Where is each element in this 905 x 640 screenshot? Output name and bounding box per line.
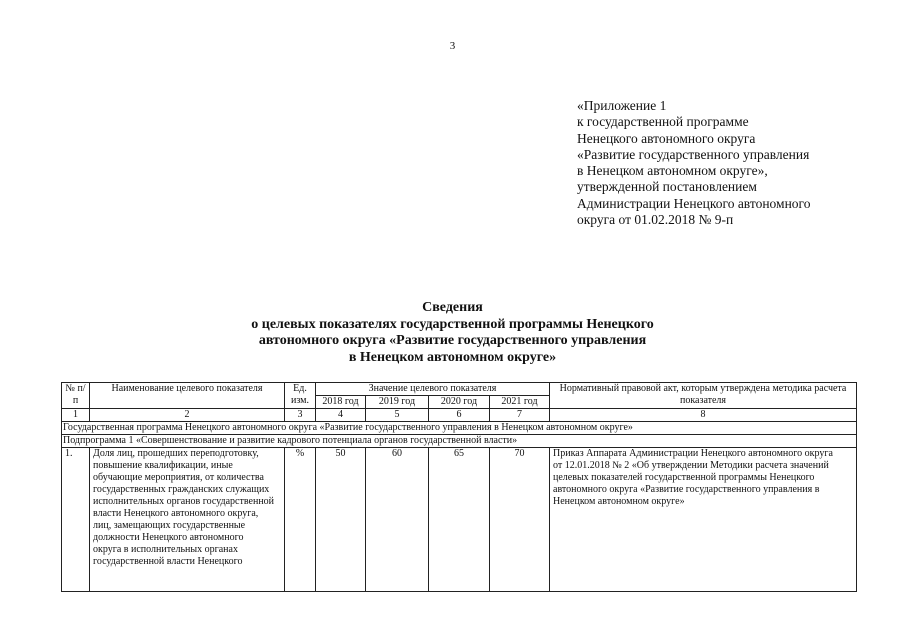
appendix-line: округа от 01.02.2018 № 9-п (577, 212, 734, 228)
appendix-line: Администрации Ненецкого автономного (577, 195, 811, 211)
header-act: Нормативный правовой акт, которым утверждена методика расчета показателя (550, 383, 857, 409)
row-value-2021: 70 (490, 448, 550, 592)
appendix-line: «Развитие государственного управления (577, 146, 810, 162)
program-title: Государственная программа Ненецкого автономного округа «Развитие государственного управления в Ненецком автономном округе» (62, 422, 857, 435)
subprogram-row (62, 435, 857, 448)
row-value-2018: 50 (316, 448, 366, 592)
subprogram-title: Подпрограмма 1 «Совершенствование и развитие кадрового потенциала органов государственной власти» (62, 435, 857, 448)
header-values: Значение целевого показателя (316, 383, 550, 396)
appendix-line: Ненецкого автономного округа (577, 130, 756, 146)
column-number: 6 (429, 409, 490, 422)
header-name: Наименование целевого показателя (90, 383, 285, 409)
row-unit: % (285, 448, 316, 592)
appendix-line: в Ненецком автономном округе», (577, 163, 768, 179)
header-row (62, 383, 857, 396)
header-num: № п/п (62, 383, 90, 409)
column-number: 4 (316, 409, 366, 422)
column-number: 2 (90, 409, 285, 422)
column-numbers-row (62, 409, 857, 422)
document-title (0, 300, 905, 366)
column-number: 7 (490, 409, 550, 422)
row-legal-act: Приказ Аппарата Администрации Ненецкого автономного округа от 12.01.2018 № 2 «Об утверждении Методики расчета значений целевых показателей государственной программы Ненецкого автономного округа «Развитие государственного управления в Ненецком автономном округе» (550, 448, 857, 592)
column-number: 8 (550, 409, 857, 422)
column-number: 3 (285, 409, 316, 422)
title-line: о целевых показателях государственной программы Ненецкого (251, 316, 654, 332)
header-unit: Ед. изм. (285, 383, 316, 409)
header-year: 2018 год (316, 396, 366, 409)
column-number: 5 (366, 409, 429, 422)
header-year: 2019 год (366, 396, 429, 409)
program-row (62, 422, 857, 435)
title-line: в Ненецком автономном округе» (348, 349, 557, 365)
row-value-2020: 65 (429, 448, 490, 592)
row-value-2019: 60 (366, 448, 429, 592)
header-year: 2020 год (429, 396, 490, 409)
row-num: 1. (62, 448, 90, 592)
appendix-line: «Приложение 1 (577, 98, 667, 113)
title-line: автономного округа «Развитие государственного управления (258, 333, 647, 348)
appendix-line: к государственной программе (577, 114, 749, 130)
row-indicator-name: Доля лиц, прошедших переподготовку, повышение квалификации, иные обучающие мероприятия, от количества государственных гражданских служащих исполнительных органов государственной власти Ненецкого автономного округа, лиц, замещающих государственные должности Ненецкого автономного округа в исполнительных органах государственной власти Ненецкого (90, 448, 285, 592)
table-row (62, 448, 857, 592)
appendix-note (577, 98, 811, 228)
targets-table (61, 382, 857, 592)
title-line: Сведения (422, 300, 483, 315)
header-year: 2021 год (490, 396, 550, 409)
page-number: 3 (449, 40, 456, 52)
column-number: 1 (62, 409, 90, 422)
appendix-line: утвержденной постановлением (577, 179, 757, 195)
